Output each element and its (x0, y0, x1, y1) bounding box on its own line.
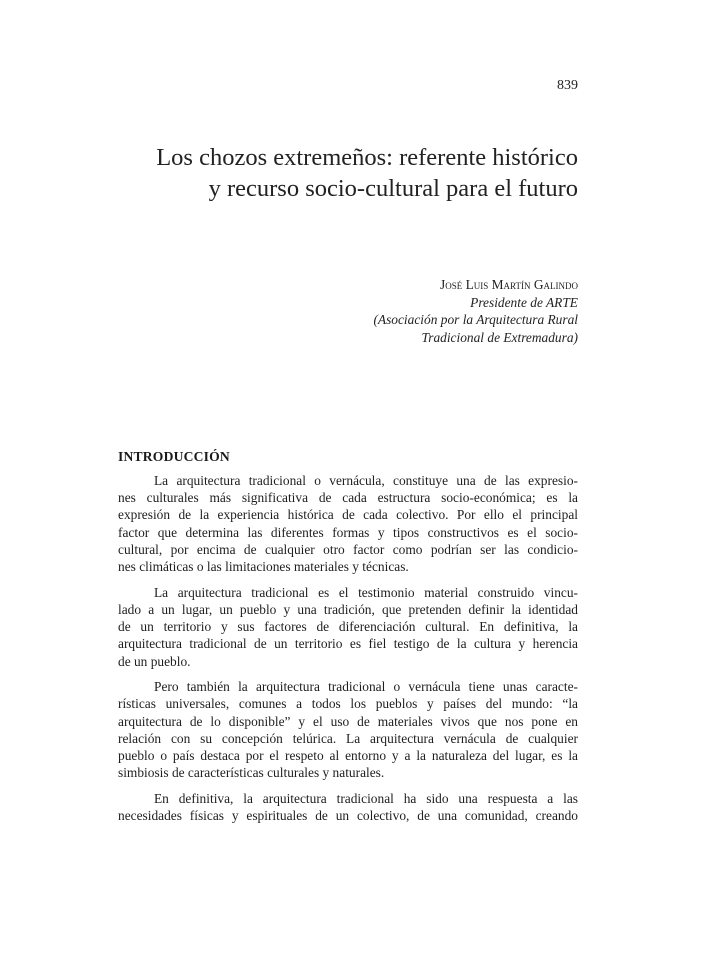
text-line: expresión de la experiencia histórica de cada colectivo. Por ello el principal (118, 507, 578, 523)
author-organization-line: Tradicional de Extremadura) (421, 329, 578, 345)
author-role: Presidente de ARTE (470, 294, 578, 310)
text-line: lado a un lugar, un pueblo y una tradición, que pretenden definir la identidad (118, 601, 578, 617)
text-line: factor que determina las diferentes formas y tipos constructivos es el socio- (118, 524, 578, 540)
paragraph (118, 472, 578, 575)
paragraph (118, 790, 578, 824)
title-line: y recurso socio-cultural para el futuro (208, 175, 578, 202)
text-line: simbiosis de características culturales y naturales. (118, 765, 385, 781)
text-line: La arquitectura tradicional es el testimonio material construido vincu- (154, 584, 578, 600)
text-line: La arquitectura tradicional o vernácula, constituye una de las expresio- (154, 473, 578, 488)
paragraph (118, 584, 578, 670)
article-title (100, 142, 578, 204)
text-line: Pero también la arquitectura tradicional o vernácula tiene unas caracte- (154, 679, 578, 695)
text-line: En definitiva, la arquitectura tradicional ha sido una respuesta a las (154, 790, 578, 806)
text-line: pueblo o país destaca por el respeto al entorno y a la naturaleza del lugar, es la (118, 748, 578, 764)
text-line: nes culturales más significativa de cada estructura socio-económica; es la (118, 490, 578, 506)
text-line: cultural, por encima de cualquier otro factor como podrían ser las condicio- (118, 541, 578, 557)
text-line: relación con su concepción telúrica. La arquitectura vernácula de cualquier (118, 730, 578, 746)
text-line: necesidades físicas y espirituales de un colectivo, de una comunidad, creando (118, 808, 578, 824)
text-line: arquitectura de lo disponible” y el uso de materiales vivos que nos pone en (118, 713, 578, 729)
text-line: de un territorio y sus factores de diferenciación cultural. En definitiva, la (118, 619, 578, 635)
section-heading: INTRODUCCIÓN (118, 449, 230, 464)
author-organization-line: (Asociación por la Arquitectura Rural (373, 312, 578, 327)
body-text (118, 472, 578, 833)
text-line: arquitectura tradicional de un territorio es fiel testigo de la cultura y herencia (118, 636, 578, 652)
text-line: de un pueblo. (118, 653, 191, 669)
author-block (300, 276, 578, 346)
author-name: José Luis Martín Galindo (440, 277, 578, 292)
title-line: Los chozos extremeños: referente histórico (156, 144, 578, 171)
text-line: nes climáticas o las limitaciones materiales y técnicas. (118, 559, 409, 575)
page-number: 839 (557, 78, 578, 93)
paragraph (118, 678, 578, 781)
text-line: rísticas universales, comunes a todos los pueblos y países del mundo: “la (118, 696, 578, 712)
